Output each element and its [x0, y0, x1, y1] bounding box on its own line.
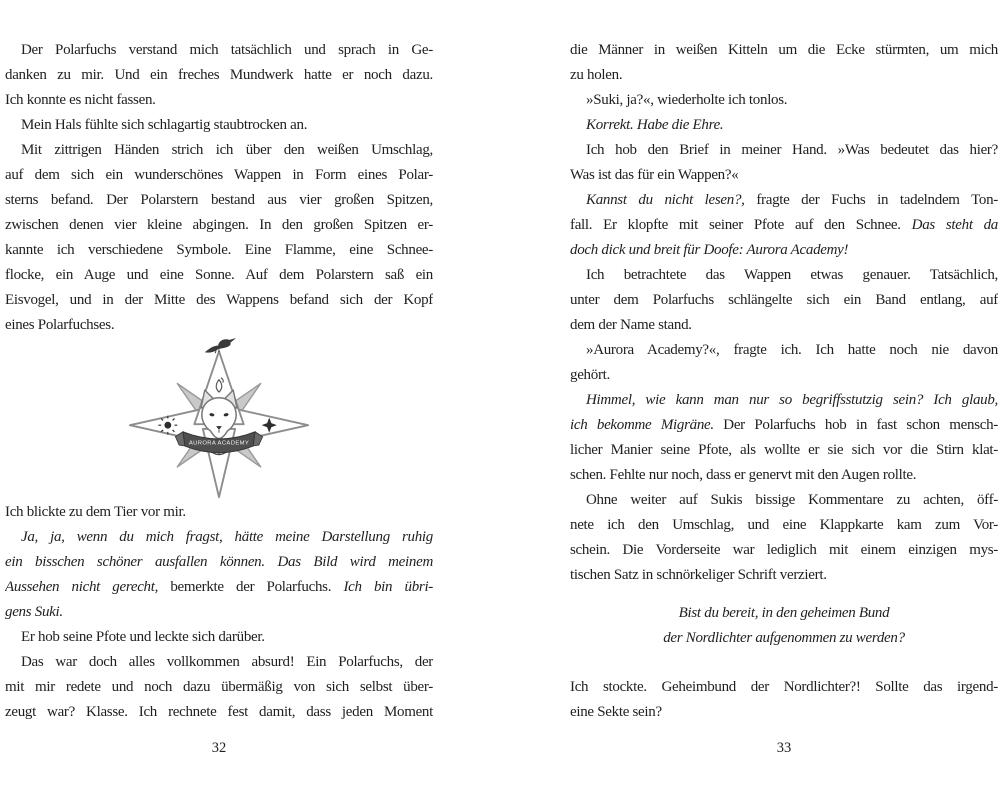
text-line — [570, 438, 998, 463]
paragraph — [570, 138, 998, 188]
body-text: Was ist das für ein Wappen?« — [570, 167, 739, 183]
paragraph — [570, 338, 998, 388]
body-text: Ohne weiter auf Sukis bissige Kommentare zu achten, öff- — [586, 492, 998, 508]
body-text: unter dem Polarfuchs schlängelte sich ein Band entlang, auf — [570, 292, 998, 308]
italic-text: Kannst du nicht lesen?, — [586, 192, 745, 208]
text-line — [570, 188, 998, 213]
body-text: eine Sekte sein? — [570, 704, 662, 720]
text-line — [570, 288, 998, 313]
body-text: fall. Er klopfte mit seiner Pfote auf den Schnee. — [570, 217, 912, 233]
body-text: »Suki, ja?«, wiederholte ich tonlos. — [586, 92, 788, 108]
body-text: Ich blickte zu dem Tier vor mir. — [5, 504, 186, 520]
body-text: Ich konnte es nicht fassen. — [5, 92, 156, 108]
italic-text: Ich bin übri- — [343, 579, 433, 595]
text-line — [570, 388, 998, 413]
text-line — [5, 525, 433, 550]
text-line — [570, 538, 998, 563]
paragraph — [5, 500, 433, 525]
body-text: schen. Fehlte nur noch, dass er genervt mit den Augen rollte. — [570, 467, 917, 483]
body-text: flocke, ein Auge und eine Sonne. Auf dem Polarstern saß ein — [5, 267, 433, 283]
paragraph — [570, 188, 998, 263]
body-text: tischen Satz in schnörkeliger Schrift verziert. — [570, 567, 827, 583]
right-page — [570, 38, 998, 756]
paragraph — [570, 263, 998, 338]
text-line — [570, 513, 998, 538]
body-text: sterns befand. Der Polarstern bestand aus vier großen Spitzen, — [5, 192, 433, 208]
text-line — [5, 238, 433, 263]
text-line — [570, 63, 998, 88]
text-line — [5, 700, 433, 725]
text-line — [570, 163, 998, 188]
italic-text: Das steht da — [911, 217, 998, 233]
body-text: auf dem sich ein wunderschönes Wappen in Form eines Polar- — [5, 167, 433, 183]
body-text: zwischen denen vier kleine abgingen. In den großen Spitzen er- — [5, 217, 433, 233]
body-text: Mit zittrigen Händen strich ich über den weißen Umschlag, — [21, 142, 433, 158]
paragraph — [5, 650, 433, 725]
paragraph — [570, 113, 998, 138]
text-line — [5, 675, 433, 700]
page-number-right: 33 — [776, 740, 792, 756]
text-line — [570, 38, 998, 63]
paragraph — [570, 38, 998, 88]
body-text: »Aurora Academy?«, fragte ich. Ich hatte noch nie davon — [586, 342, 998, 358]
kingfisher-icon — [205, 338, 236, 353]
text-line — [570, 488, 998, 513]
text-line — [570, 626, 998, 651]
text-line — [5, 600, 433, 625]
text-line — [5, 63, 433, 88]
text-line — [570, 138, 998, 163]
text-line — [5, 575, 433, 600]
text-line — [5, 88, 433, 113]
text-line — [570, 601, 998, 626]
text-line — [5, 38, 433, 63]
text-line — [570, 675, 998, 700]
text-line — [570, 88, 998, 113]
text-line — [570, 700, 998, 725]
text-line — [570, 338, 998, 363]
paragraph — [570, 675, 998, 725]
text-line — [5, 138, 433, 163]
text-line — [570, 313, 998, 338]
page-number-left: 32 — [211, 740, 227, 756]
text-line — [570, 263, 998, 288]
italic-text: Himmel, wie kann man nur so begriffsstutzig sein? Ich glaub, — [586, 392, 998, 408]
body-text: zu holen. — [570, 67, 623, 83]
body-text: Ich stockte. Geheimbund der Nordlichter?! Sollte das irgend- — [570, 679, 998, 695]
left-page-text — [5, 38, 433, 725]
left-page — [5, 38, 433, 756]
italic-text: Ja, ja, wenn du mich fragst, hätte meine Darstellung ruhig — [21, 529, 433, 545]
text-line — [5, 288, 433, 313]
body-text: Mein Hals fühlte sich schlagartig staubtrocken an. — [21, 117, 308, 133]
body-text: schein. Die Vorderseite war lediglich mit einem einzigen mys- — [570, 542, 998, 558]
body-text: bemerkte der Polarfuchs. — [158, 579, 344, 595]
paragraph — [5, 113, 433, 138]
paragraph — [5, 625, 433, 650]
body-text: Der Polarfuchs verstand mich tatsächlich und sprach in Ge- — [21, 42, 433, 58]
italic-text: gens Suki. — [5, 604, 63, 620]
text-line — [570, 563, 998, 588]
banner-text: AURORA ACADEMY — [188, 440, 250, 447]
text-line — [5, 213, 433, 238]
body-text: Ich hob den Brief in meiner Hand. »Was bedeutet das hier? — [586, 142, 998, 158]
paragraph — [5, 138, 433, 338]
italic-text: ich bekomme Migräne. — [570, 417, 714, 433]
text-line — [5, 113, 433, 138]
body-text: zeugt war? Klasse. Ich rechnete fest damit, dass jeden Moment — [5, 704, 433, 720]
body-text: Der Polarfuchs hob in fast schon mensch- — [713, 417, 998, 433]
body-text: die Männer in weißen Kitteln um die Ecke stürmten, um mich — [570, 42, 998, 58]
italic-text: Korrekt. Habe die Ehre. — [586, 117, 724, 133]
text-line — [570, 463, 998, 488]
paragraph — [570, 88, 998, 113]
polar-star-icon — [124, 338, 314, 501]
text-line — [570, 238, 998, 263]
italic-text: der Nordlichter aufgenommen zu werden? — [663, 630, 905, 646]
body-text: Das war doch alles vollkommen absurd! Ein Polarfuchs, der — [21, 654, 433, 670]
text-line — [570, 413, 998, 438]
paragraph — [570, 488, 998, 588]
text-line — [5, 650, 433, 675]
paragraph — [5, 38, 433, 113]
text-line — [570, 363, 998, 388]
text-line — [570, 113, 998, 138]
paragraph — [570, 388, 998, 488]
text-line — [5, 625, 433, 650]
text-line — [5, 550, 433, 575]
italic-text: Aussehen nicht gerecht, — [5, 579, 159, 595]
body-text: eines Polarfuchses. — [5, 317, 115, 333]
text-line — [5, 188, 433, 213]
body-text: Eisvogel, und in der Mitte des Wappens befand sich der Kopf — [5, 292, 433, 308]
body-text: danken zu mir. Und ein freches Mundwerk hatte er noch dazu. — [5, 67, 433, 83]
body-text: gehört. — [570, 367, 610, 383]
text-line — [570, 213, 998, 238]
italic-text: doch dick und breit für Doofe: Aurora Academy! — [570, 242, 849, 258]
aurora-academy-crest — [5, 340, 433, 498]
body-text: licher Manier seine Pfote, als wollte er sie sich vor die Stirn klat- — [570, 442, 998, 458]
body-text: dem der Name stand. — [570, 317, 692, 333]
italic-text: ein bisschen schöner ausfallen können. Das Bild wird meinem — [5, 554, 433, 570]
body-text: fragte der Fuchs in tadelndem Ton- — [744, 192, 998, 208]
body-text: kannte ich verschiedene Symbole. Eine Flamme, eine Schnee- — [5, 242, 433, 258]
body-text: Er hob seine Pfote und leckte sich darüber. — [21, 629, 265, 645]
body-text: nete ich den Umschlag, und eine Klappkarte kam zum Vor- — [570, 517, 998, 533]
text-line — [5, 313, 433, 338]
italic-text: Bist du bereit, in den geheimen Bund — [678, 605, 890, 621]
paragraph — [5, 525, 433, 625]
text-line — [5, 163, 433, 188]
right-page-text — [570, 38, 998, 725]
vertical-gap — [570, 651, 998, 675]
text-line — [5, 263, 433, 288]
text-line — [5, 500, 433, 525]
vertical-gap — [570, 588, 998, 601]
paragraph — [570, 601, 998, 651]
body-text: Ich betrachtete das Wappen etwas genauer. Tatsächlich, — [586, 267, 998, 283]
body-text: mit mir redete und noch dazu übermäßig von sich selbst über- — [5, 679, 433, 695]
